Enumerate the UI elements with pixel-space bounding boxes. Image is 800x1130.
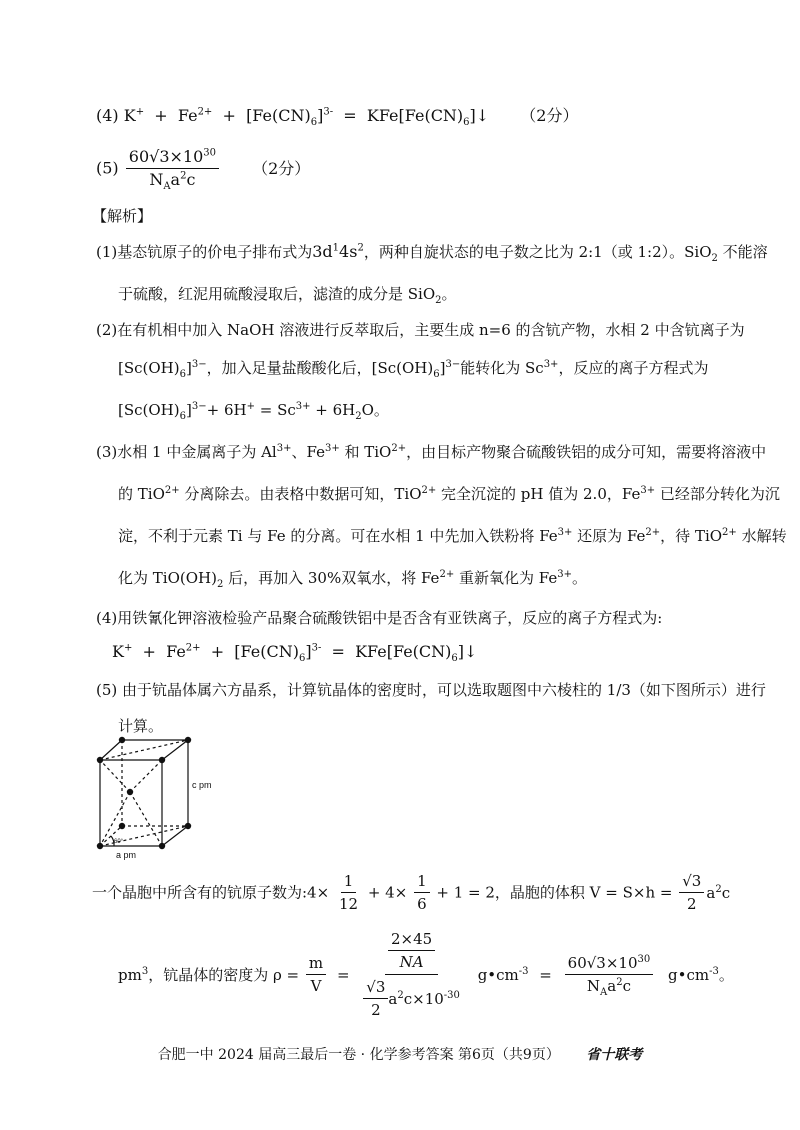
answer-4: (4) $K^+ + Fe^{2+} + [Fe(CN)_6]^{3-}$ = $KFe[Fe(CN)_6]↓$ （2分） bbox=[96, 106, 579, 129]
paragraph-3-line-2: 的 TiO$^{2+}$ 分离除去。由表格中数据可知，TiO$^{2+}$ 完全沉淀的 pH 值为 2.0，$Fe^{3+}$ 已经部分转化为沉 bbox=[118, 485, 780, 503]
atom bbox=[185, 823, 191, 829]
paragraph-5-line-2: 计算。 bbox=[118, 717, 164, 735]
diagonal-line bbox=[130, 760, 162, 792]
answer-4-label: (4) bbox=[96, 106, 119, 125]
page-footer bbox=[0, 1044, 800, 1064]
paragraph-2-line-1: (2)在有机相中加入 NaOH 溶液进行反萃取后，主要生成 n=6 的含钪产物，水相 2 中含钪离子为 bbox=[96, 321, 745, 339]
fraction-sqrt3-2: $\frac{√3}{2}$ bbox=[679, 872, 704, 913]
paragraph-3-line-4: 化为 $TiO(OH)_2$ 后，再加入 30%双氧水，将 $Fe^{2+}$ 重新氧化为 $Fe^{3+}$。 bbox=[118, 569, 587, 590]
paragraph-4-line-1: (4)用铁氰化钾溶液检验产品聚合硫酸铁铝中是否含有亚铁离子，反应的离子方程式为: bbox=[96, 609, 663, 627]
atom bbox=[119, 737, 125, 743]
calc-line-2: $pm^3$，钪晶体的密度为 ρ = $\frac{m}{V}$ = $\frac{2\times 45}{NA}$ $\frac{√3}{2}$ $a^2c\times 10^{-30}$ $g•cm^{-3}$ = $\frac{60√3\times 10^{30}}{N_Aa^2c}$ $g•cm^{-3}$。 bbox=[118, 930, 734, 1019]
paragraph-3-line-3: 淀，不利于元素 Ti 与 Fe 的分离。可在水相 1 中先加入铁粉将 $Fe^{3+}$ 还原为 $Fe^{2+}$，待 TiO$^{2+}$ 水解转 bbox=[118, 527, 787, 545]
footer-title: 合肥一中 2024 届高三最后一卷 · 化学参考答案 第6页（共9页） bbox=[157, 1047, 560, 1063]
fraction-1-12: $\frac{1}{12}$ bbox=[338, 872, 359, 913]
answer-5-fraction: $\frac{60√3\times 10^{30}}{N_Aa^2c}$ bbox=[126, 148, 219, 189]
footer-stamp: 省十联考 bbox=[586, 1047, 643, 1063]
density-compound-fraction: $\frac{2\times 45}{NA}$ $\frac{√3}{2}$ $a^2c\times 10^{-30}$ bbox=[360, 930, 463, 1019]
c-label: c pm bbox=[192, 780, 212, 790]
fraction-m-v: $\frac{m}{V}$ bbox=[306, 954, 326, 995]
score-5: （2分） bbox=[252, 158, 311, 178]
cell-edge bbox=[162, 740, 188, 760]
paragraph-3-line-1: (3)水相 1 中金属离子为 $Al^{3+}$、$Fe^{3+}$ 和 TiO$^{2+}$，由目标产物聚合硫酸铁铝的成分可知，需要将溶液中 bbox=[96, 443, 767, 461]
paragraph-1-line-2: 于硫酸，红泥用硫酸浸取后，滤渣的成分是 SiO$_2$。 bbox=[118, 285, 457, 306]
a-label: a pm bbox=[116, 850, 137, 860]
atom bbox=[159, 843, 165, 849]
angle-label: 60° bbox=[114, 839, 124, 845]
paragraph-4-equation: $K^+ + Fe^{2+} + [Fe(CN)_6]^{3-}$ = $KFe[Fe(CN)_6]↓$ bbox=[112, 642, 478, 665]
atom bbox=[97, 757, 103, 763]
analysis-heading: 【解析】 bbox=[92, 207, 153, 225]
paragraph-2-line-2: $[Sc(OH)_6]^{3-}$，加入足量盐酸酸化后，$[Sc(OH)_6]^{3-}$能转化为 $Sc^{3+}$，反应的离子方程式为 bbox=[118, 359, 709, 380]
fraction-1-6: $\frac{1}{6}$ bbox=[414, 872, 430, 913]
crystal-cell-diagram bbox=[92, 732, 232, 862]
diagonal-line bbox=[130, 792, 162, 846]
atom bbox=[159, 757, 165, 763]
atom bbox=[119, 823, 125, 829]
atom bbox=[97, 843, 103, 849]
answer-5 bbox=[96, 147, 311, 193]
score-4: （2分） bbox=[520, 106, 579, 125]
calc-line-1: 一个晶胞中所含有的钪原子数为:4× $\frac{1}{12}$ + 4× $\frac{1}{6}$ + 1 = 2，晶胞的体积 V = S×h = $\frac{√3}{2}$ $a^2c$ bbox=[92, 872, 731, 913]
cell-edge bbox=[100, 740, 122, 760]
density-result-fraction: $\frac{60√3\times 10^{30}}{N_Aa^2c}$ bbox=[565, 954, 654, 995]
cell-edge bbox=[162, 826, 188, 846]
paragraph-2-line-3: $[Sc(OH)_6]^{3-}+ 6H^+ = Sc^{3+} + 6H_2O$。 bbox=[118, 401, 389, 422]
atom bbox=[185, 737, 191, 743]
answer-5-label: (5) bbox=[96, 158, 119, 178]
paragraph-1-line-1: (1)基态钪原子的价电子排布式为$3d^14s^2$，两种自旋状态的电子数之比为 2:1（或 1:2）。SiO$_2$ 不能溶 bbox=[96, 242, 768, 264]
diagonal-line bbox=[100, 760, 130, 792]
atom-center bbox=[127, 789, 133, 795]
diagonal-line bbox=[100, 792, 130, 846]
paragraph-5-line-1: (5) 由于钪晶体属六方晶系，计算钪晶体的密度时，可以选取题图中六棱柱的 1/3（如下图所示）进行 bbox=[96, 681, 766, 699]
